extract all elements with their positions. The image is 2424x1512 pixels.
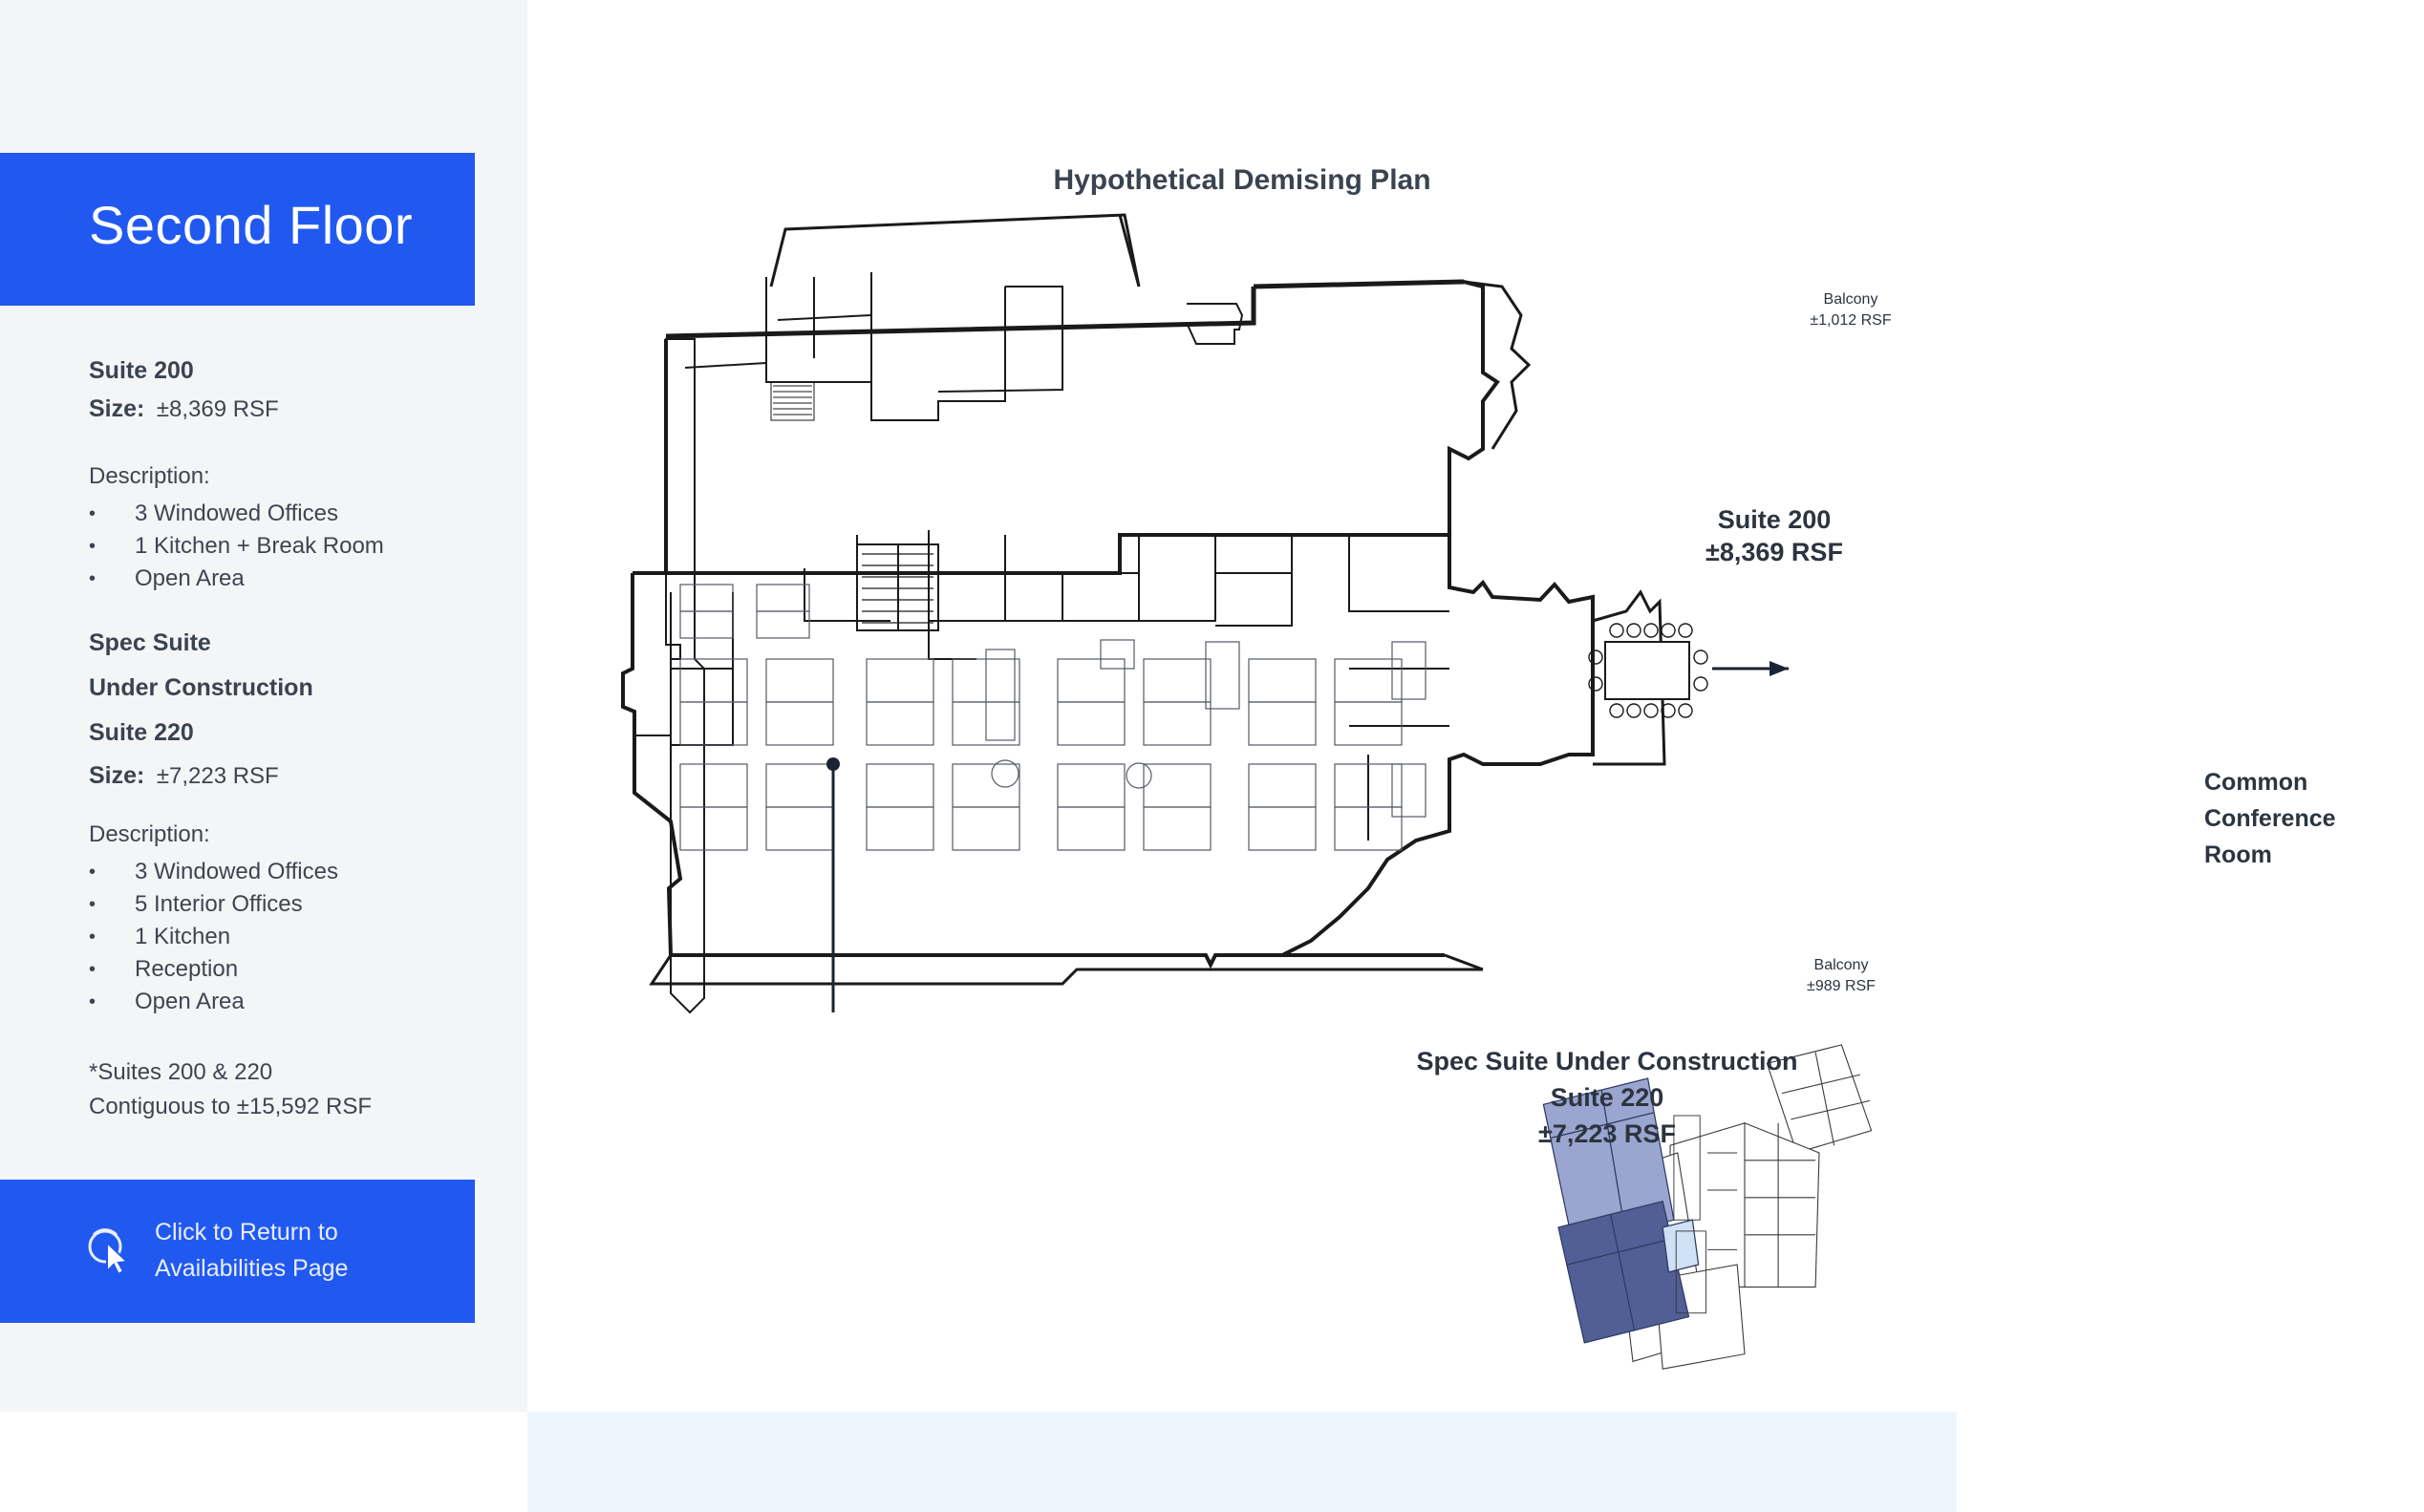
return-to-availabilities-button[interactable]: [0, 1180, 475, 1323]
list-item: • 3 Windowed Offices: [89, 856, 338, 888]
suite-200-plan-size: ±8,369 RSF: [1705, 538, 1843, 566]
suite-220-plan-spec: Spec Suite Under Construction: [1416, 1047, 1798, 1075]
click-cursor-icon: [84, 1224, 138, 1277]
suite-200-plan-label: [1612, 503, 1937, 568]
footnote-line-1: *Suites 200 & 220: [89, 1059, 273, 1085]
suite-220-description-label: Description:: [89, 821, 210, 847]
suite-220-plan-label: [1340, 1043, 1875, 1152]
suite-220-info: [89, 624, 313, 799]
list-item: • Open Area: [89, 563, 384, 595]
list-item: • 5 Interior Offices: [89, 888, 338, 921]
footnote-line-2: Contiguous to ±15,592 RSF: [89, 1094, 373, 1119]
balcony-bottom-note: [1750, 955, 1932, 997]
return-button-line-1: Click to Return to: [155, 1219, 338, 1246]
suite-200-description-label: Description:: [89, 463, 210, 489]
plan-title: Hypothetical Demising Plan: [1053, 164, 1431, 196]
conference-line-1: Common: [2204, 769, 2308, 796]
contiguous-footnote: [89, 1055, 372, 1124]
conference-line-3: Room: [2204, 841, 2272, 868]
suite-220-plan-size: ±7,223 RSF: [1538, 1119, 1676, 1148]
suite-200-description: [89, 463, 384, 595]
suite-200-info: [89, 351, 279, 432]
suite-200-plan-name: Suite 200: [1717, 505, 1832, 534]
suite-220-name: Suite 220: [89, 719, 194, 746]
floorplan-drawing: [527, 0, 1957, 1412]
list-item: • 3 Windowed Offices: [89, 498, 384, 530]
conference-line-2: Conference: [2204, 805, 2336, 832]
suite-200-size-value: ±8,369 RSF: [156, 396, 279, 422]
return-button-line-2: Availabilities Page: [155, 1255, 349, 1282]
list-item: • Open Area: [89, 986, 338, 1018]
spec-suite-line-2: Under Construction: [89, 674, 313, 701]
suite-220-feature-list: [89, 856, 338, 1018]
balcony-top-line-2: ±1,012 RSF: [1810, 312, 1892, 329]
suite-220-size-value: ±7,223 RSF: [156, 763, 279, 789]
balcony-bottom-line-1: Balcony: [1813, 957, 1869, 973]
balcony-top-line-1: Balcony: [1823, 291, 1878, 308]
suite-220-description: [89, 821, 338, 1018]
suite-220-size-row: [89, 756, 313, 799]
list-item: • 1 Kitchen: [89, 921, 338, 953]
suite-200-size-row: [89, 390, 279, 432]
balcony-bottom-line-2: ±989 RSF: [1807, 978, 1876, 994]
page-title: Second Floor: [89, 195, 414, 255]
balcony-top-note: [1760, 289, 1941, 331]
list-item: • Reception: [89, 953, 338, 986]
sidebar: [0, 0, 527, 1412]
return-button-label: [155, 1214, 348, 1287]
suite-220-plan-name: Suite 220: [1550, 1083, 1664, 1112]
common-conference-room-label: [2204, 764, 2424, 873]
suite-200-feature-list: [89, 498, 384, 595]
suite-200-size-label: Size:: [89, 395, 145, 422]
floorplan-panel: [527, 0, 2336, 1412]
floor-title-band: [0, 153, 475, 306]
spec-suite-line-1: Spec Suite: [89, 629, 211, 656]
list-item: • 1 Kitchen + Break Room: [89, 530, 384, 563]
suite-200-name: Suite 200: [89, 357, 194, 384]
suite-220-size-label: Size:: [89, 762, 145, 789]
bottom-left-block: [0, 1412, 527, 1512]
